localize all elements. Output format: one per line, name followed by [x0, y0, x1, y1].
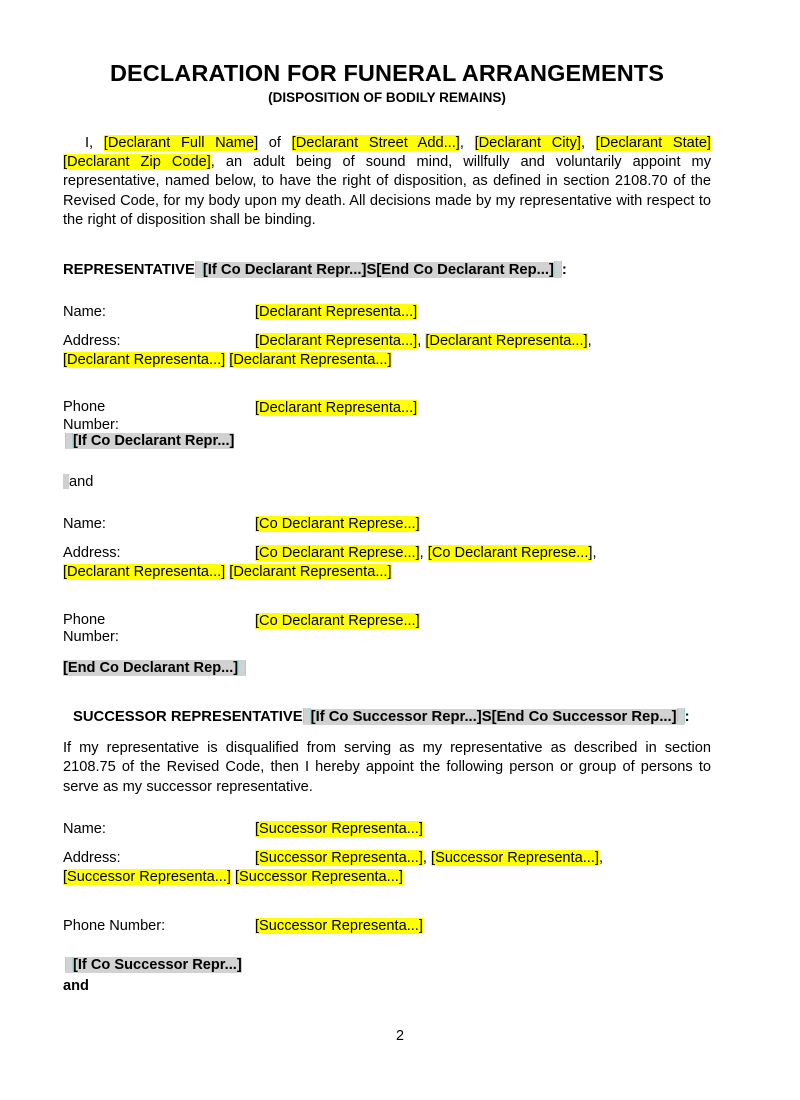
page-title: DECLARATION FOR FUNERAL ARRANGEMENTS	[109, 60, 665, 86]
tag-if-co-successor-block	[63, 956, 711, 975]
bookmark-marker-icon	[238, 660, 246, 675]
and-connector-successor	[63, 977, 711, 996]
bookmark-marker-icon	[195, 261, 203, 276]
successor-tag-group[interactable]	[303, 709, 685, 725]
field-row-name	[63, 515, 711, 534]
tag-if-co-successor-inline[interactable]: [If Co Successor Repr...]	[310, 708, 482, 725]
placeholder-successor-representative-phone[interactable]: [Successor Representa...]	[255, 917, 423, 934]
co-name-label: Name:	[63, 516, 106, 533]
placeholder-successor-representative-address-3[interactable]: [Successor Representa...]	[63, 869, 231, 886]
tag-if-co-successor-shade[interactable]	[65, 957, 242, 973]
representative-heading	[63, 261, 711, 280]
co-phone-value	[255, 613, 420, 629]
address-sep-1: ,	[417, 332, 426, 349]
representative-tag-group[interactable]	[195, 262, 562, 278]
bookmark-marker-icon	[303, 708, 311, 723]
bookmark-marker-icon	[65, 957, 73, 972]
successor-heading-label: SUCCESSOR REPRESENTATIVE	[73, 708, 303, 725]
placeholder-declarant-representative-name[interactable]: [Declarant Representa...]	[255, 303, 418, 320]
representative-heading-colon: :	[561, 261, 567, 278]
placeholder-declarant-full-name[interactable]: [Declarant Full Name]	[103, 134, 259, 151]
phone-label-line-2: Number:	[63, 417, 119, 433]
successor-body-paragraph: If my representative is disqualified from serving as my representative as described in section 2108.75 of the Revised Code, then I hereby appoint the following person or group of persons to serve as my successor representative.	[63, 740, 711, 795]
tag-if-co-declarant-label[interactable]: [If Co Declarant Repr...]	[73, 433, 235, 450]
intro-lead: I,	[85, 134, 104, 151]
field-row-address	[63, 544, 711, 601]
tag-if-co-declarant-inline[interactable]: [If Co Declarant Repr...]	[202, 261, 367, 278]
successor-fields	[63, 820, 711, 936]
intro-paragraph	[63, 134, 711, 231]
field-row-name	[63, 820, 711, 839]
co-address-sep-2: ,	[592, 545, 597, 562]
intro-tail: , an adult being of sound mind, willfully and voluntarily appoint my representative, named below, to have the right of disposition, as defined in section 2108.70 of the Revised Code, for my body upon my death. All decisions made by my representative with respect to the right of disposition shall be binding.	[63, 153, 711, 229]
placeholder-declarant-zip-code[interactable]: [Declarant Zip Code]	[63, 153, 211, 170]
phone-value	[255, 400, 417, 416]
co-address-sep-1: ,	[419, 545, 428, 562]
placeholder-declarant-representative-phone[interactable]: [Declarant Representa...]	[255, 400, 418, 417]
co-address-label: Address:	[63, 545, 121, 562]
tag-if-co-declarant-shade[interactable]	[65, 433, 234, 449]
tag-end-co-successor-inline[interactable]: [End Co Successor Rep...]	[491, 708, 677, 725]
successor-address-sep-1: ,	[422, 850, 432, 867]
successor-phone-value	[255, 918, 423, 934]
co-address-line-2	[63, 563, 711, 582]
page-number: 2	[395, 1028, 404, 1044]
intro-comma-1: ,	[459, 134, 475, 151]
placeholder-declarant-state[interactable]: [Declarant State]	[595, 134, 711, 151]
tag-separator-2: S	[481, 708, 492, 725]
name-value	[255, 304, 417, 320]
field-row-phone	[63, 611, 711, 646]
document-content	[63, 0, 711, 996]
and-label: and	[69, 474, 94, 491]
name-label: Name:	[63, 303, 106, 320]
placeholder-declarant-city[interactable]: [Declarant City]	[474, 134, 581, 151]
bookmark-marker-icon	[65, 433, 73, 448]
successor-heading-colon: :	[684, 708, 690, 725]
successor-address-line-2	[63, 868, 711, 887]
successor-address-label: Address:	[63, 850, 121, 867]
placeholder-co-declarant-representative-phone[interactable]: [Co Declarant Represe...]	[255, 612, 420, 629]
field-row-phone	[63, 917, 711, 936]
field-row-name	[63, 303, 711, 322]
placeholder-declarant-street-address[interactable]: [Declarant Street Add...]	[291, 134, 460, 151]
placeholder-declarant-representative-address-4[interactable]: [Declarant Representa...]	[229, 351, 392, 368]
placeholder-successor-representative-address-4[interactable]: [Successor Representa...]	[234, 869, 403, 886]
placeholder-successor-representative-address-1[interactable]: [Successor Representa...]	[255, 850, 423, 867]
co-name-value	[255, 516, 420, 532]
phone-label-line-1: Phone	[63, 399, 106, 416]
tag-separator-1: S	[366, 261, 377, 278]
tag-if-co-successor-label[interactable]: [If Co Successor Repr...]	[73, 956, 242, 973]
and-connector-declarant	[63, 473, 711, 492]
successor-and-label: and	[63, 977, 89, 994]
representative-heading-label: REPRESENTATIVE	[63, 261, 195, 278]
placeholder-co-declarant-representative-name[interactable]: [Co Declarant Represe...]	[255, 516, 420, 533]
bookmark-marker-end-icon	[677, 708, 685, 723]
address-sep-2: ,	[587, 332, 592, 349]
placeholder-successor-representative-address-2[interactable]: [Successor Representa...]	[431, 850, 599, 867]
field-row-address	[63, 849, 711, 906]
bookmark-marker-end-icon	[554, 261, 562, 276]
placeholder-co-declarant-representative-address-1[interactable]: [Co Declarant Represe...]	[255, 545, 420, 562]
co-phone-label-line-1: Phone	[63, 611, 106, 628]
tag-end-co-declarant-block	[63, 659, 711, 678]
successor-name-value	[255, 821, 423, 837]
successor-representative-heading	[63, 708, 711, 727]
field-row-address	[63, 332, 711, 389]
placeholder-declarant-representative-address-1[interactable]: [Declarant Representa...]	[255, 332, 418, 349]
co-phone-label-line-2: Number:	[63, 629, 119, 646]
tag-end-co-declarant-label[interactable]: [End Co Declarant Rep...]	[63, 659, 239, 676]
page-subtitle: (DISPOSITION OF BODILY REMAINS)	[268, 90, 506, 106]
placeholder-declarant-representative-address-3[interactable]: [Declarant Representa...]	[63, 351, 226, 368]
successor-phone-label: Phone Number:	[63, 917, 166, 934]
intro-of: of	[258, 134, 292, 151]
tag-end-co-declarant-shade[interactable]	[63, 660, 246, 676]
co-declarant-fields	[63, 515, 711, 646]
placeholder-declarant-representative-address-2[interactable]: [Declarant Representa...]	[425, 332, 588, 349]
placeholder-co-declarant-representative-address-2[interactable]: [Co Declarant Represe...]	[427, 545, 593, 562]
representative-fields	[63, 303, 711, 433]
placeholder-co-declarant-representative-address-4[interactable]: [Declarant Representa...]	[229, 564, 392, 581]
field-row-phone	[63, 399, 711, 433]
address-label: Address:	[63, 332, 121, 349]
phone-label	[63, 399, 253, 435]
co-phone-label	[63, 612, 253, 648]
placeholder-successor-representative-name[interactable]: [Successor Representa...]	[255, 821, 423, 838]
intro-comma-2: ,	[580, 134, 596, 151]
address-line-2	[63, 351, 711, 370]
tag-end-co-declarant-inline[interactable]: [End Co Declarant Rep...]	[376, 261, 554, 278]
placeholder-co-declarant-representative-address-3[interactable]: [Declarant Representa...]	[63, 564, 226, 581]
successor-name-label: Name:	[63, 821, 106, 838]
tag-if-co-declarant-block	[63, 432, 711, 451]
successor-address-sep-2: ,	[598, 850, 604, 867]
